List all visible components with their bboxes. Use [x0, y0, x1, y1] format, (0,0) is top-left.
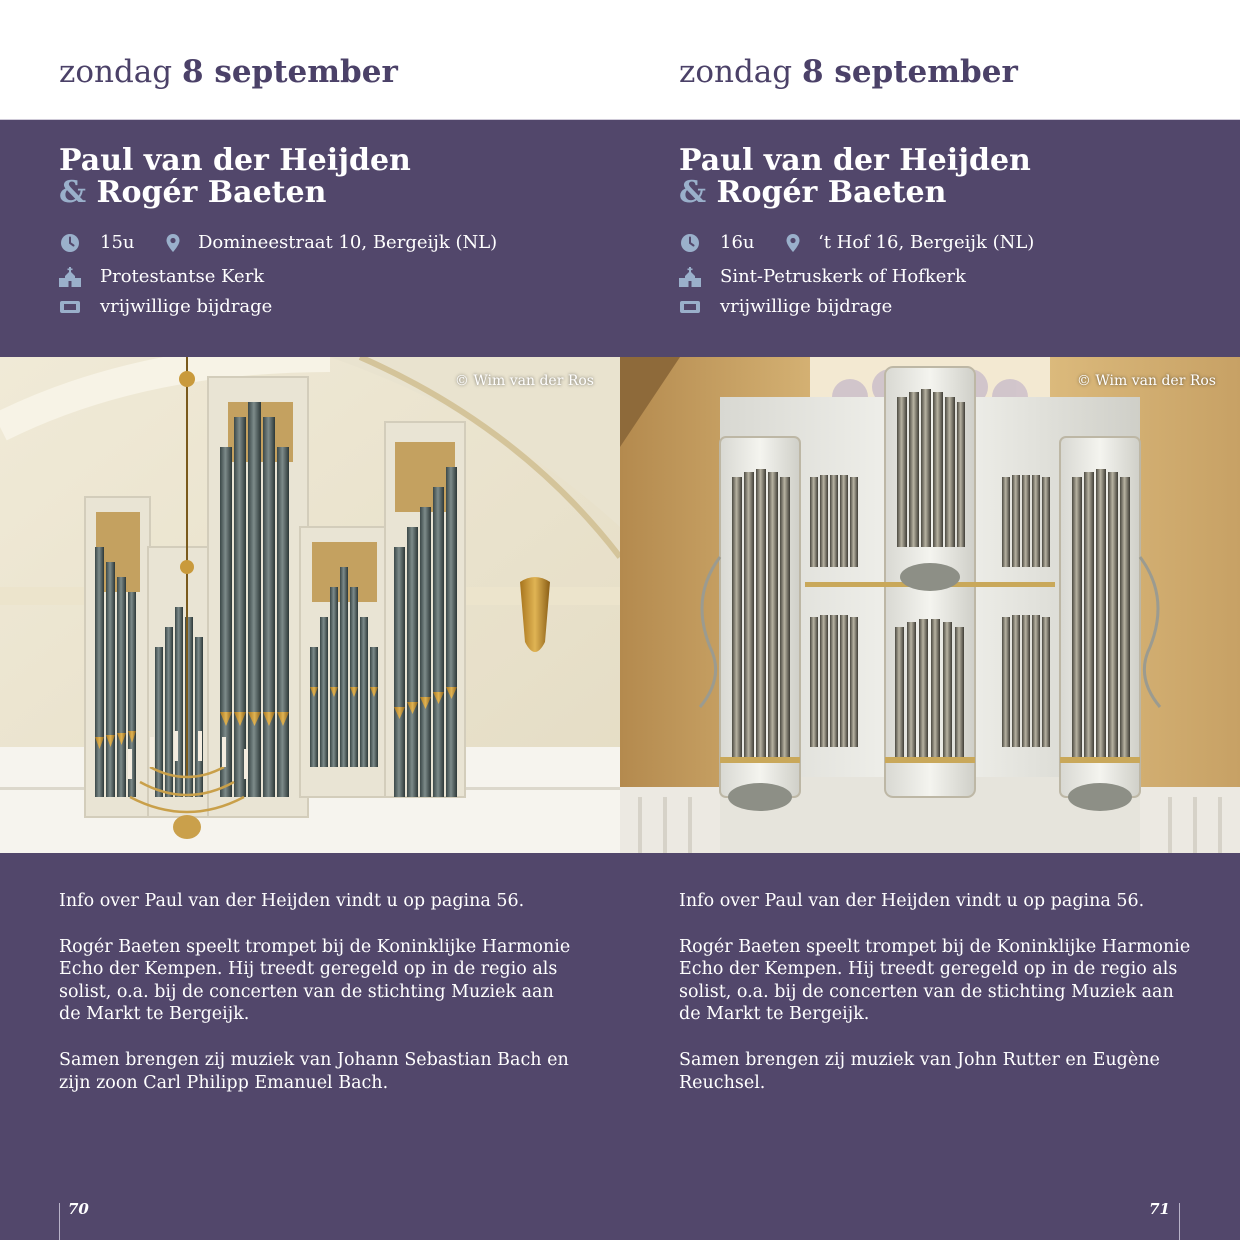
- event-time: 15u: [100, 232, 135, 253]
- ampersand: &: [679, 175, 707, 210]
- event-description: [59, 890, 579, 1117]
- performer-2: Rogér Baeten: [96, 175, 327, 210]
- church-icon: [679, 267, 701, 287]
- performer-1: Paul van der Heijden: [59, 143, 411, 178]
- description-paragraph: Info over Paul van der Heijden vindt u op pagina 56.: [59, 891, 525, 911]
- description-paragraph: Info over Paul van der Heijden vindt u op pagina 56.: [679, 891, 1145, 911]
- event-price: vrijwillige bijdrage: [100, 296, 273, 317]
- event-date: zondag 8 september: [679, 54, 1018, 90]
- performer-1: Paul van der Heijden: [679, 143, 1031, 178]
- map-pin-icon: [162, 233, 184, 253]
- ticket-icon: [679, 297, 701, 317]
- description-paragraph: Rogér Baeten speelt trompet bij de Koninklijke Harmonie Echo der Kempen. Hij treedt geregeld op in de regio als solist, o.a. bij de concerten van de stichting Muziek aan de Markt te Bergeijk.: [59, 936, 571, 1025]
- photo-credit: © Wim van der Ros: [454, 373, 594, 389]
- ampersand: &: [59, 175, 87, 210]
- event-description: [679, 890, 1199, 1117]
- event-venue: Sint-Petruskerk of Hofkerk: [720, 266, 966, 287]
- page-number: 71: [1149, 1200, 1170, 1218]
- event-date: zondag 8 september: [59, 54, 398, 90]
- clock-icon: [59, 233, 81, 253]
- photo-credit: © Wim van der Ros: [1076, 373, 1216, 389]
- event-title: [679, 145, 1031, 209]
- organ-photo: [0, 357, 620, 853]
- description-paragraph: Rogér Baeten speelt trompet bij de Koninklijke Harmonie Echo der Kempen. Hij treedt geregeld op in de regio als solist, o.a. bij de concerten van de stichting Muziek aan de Markt te Bergeijk.: [679, 936, 1191, 1025]
- date-header: [0, 0, 620, 120]
- map-pin-icon: [782, 233, 804, 253]
- clock-icon: [679, 233, 701, 253]
- date-header: [620, 0, 1240, 120]
- church-icon: [59, 267, 81, 287]
- page-number: 70: [68, 1200, 89, 1218]
- event-address: Domineestraat 10, Bergeijk (NL): [198, 232, 498, 253]
- event-address: ‘t Hof 16, Bergeijk (NL): [818, 232, 1035, 253]
- ticket-icon: [59, 297, 81, 317]
- page-right: [620, 0, 1240, 1240]
- page-number-rule: [1179, 1203, 1180, 1240]
- organ-photo: [620, 357, 1240, 853]
- event-price: vrijwillige bijdrage: [720, 296, 893, 317]
- description-paragraph: Samen brengen zij muziek van Johann Sebastian Bach en zijn zoon Carl Philipp Emanuel Bach.: [59, 1049, 569, 1093]
- description-paragraph: Samen brengen zij muziek van John Rutter en Eugène Reuchsel.: [679, 1049, 1160, 1093]
- event-venue: Protestantse Kerk: [100, 266, 265, 287]
- event-time: 16u: [720, 232, 755, 253]
- page-number-rule: [59, 1203, 60, 1240]
- performer-2: Rogér Baeten: [716, 175, 947, 210]
- event-title: [59, 145, 411, 209]
